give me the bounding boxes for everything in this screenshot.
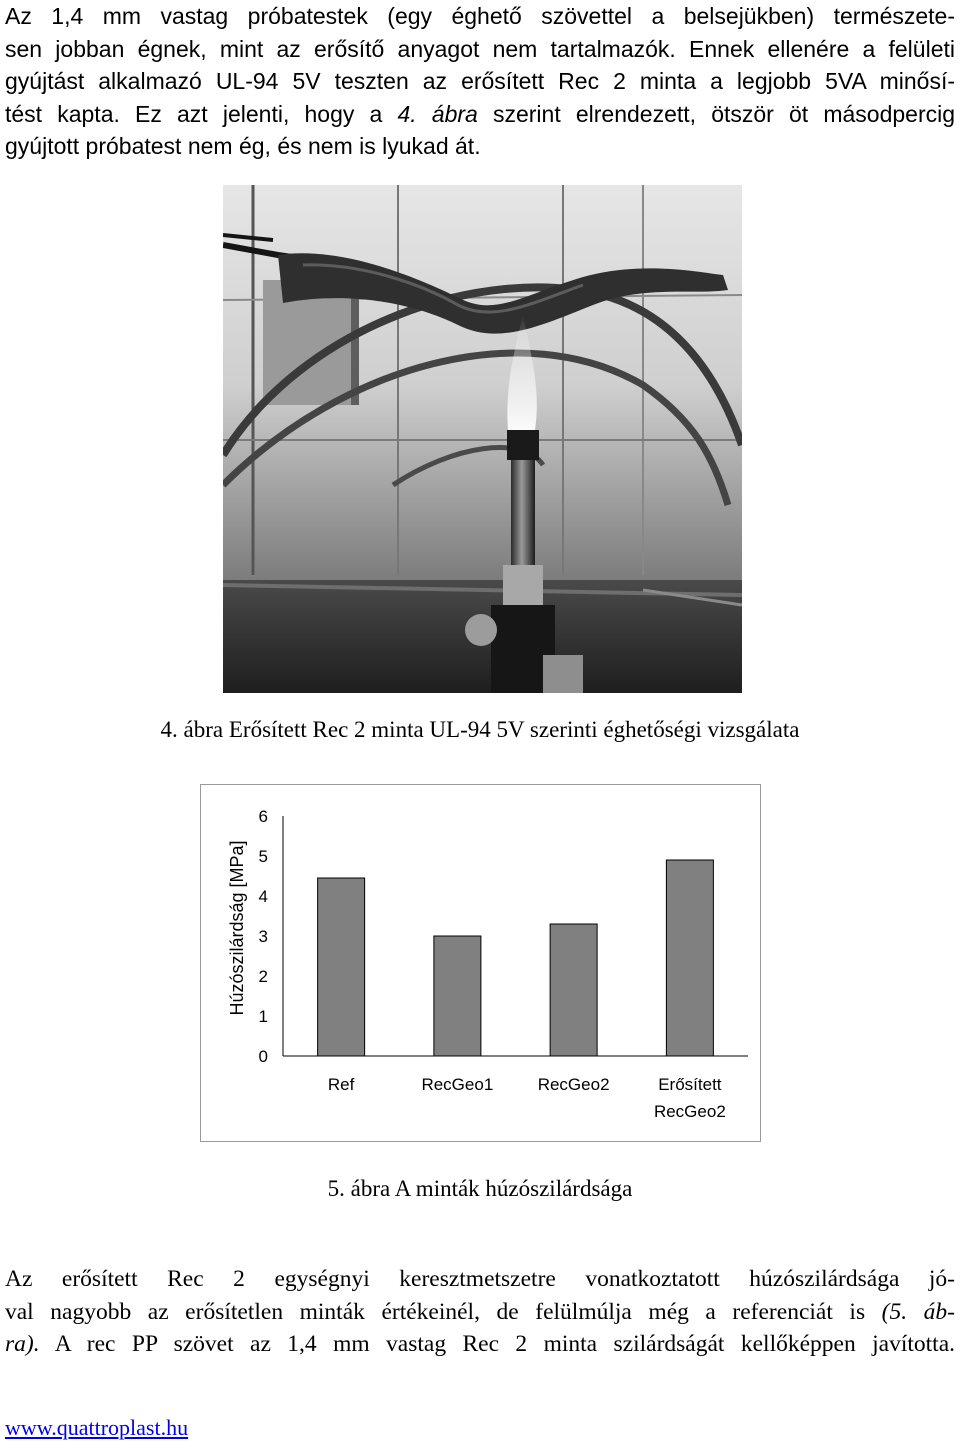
paragraph-line: gyújtott próbatest nem ég, és nem is lyukad át. <box>5 133 481 159</box>
x-tick-label: RecGeo1 <box>421 1075 494 1094</box>
bars <box>318 860 714 1056</box>
paragraph-line <box>5 1328 955 1361</box>
y-tick-label: 1 <box>258 1007 268 1026</box>
figure5-caption: 5. ábra A minták húzószilárdsága <box>327 1176 633 1201</box>
y-tick-label: 0 <box>258 1047 268 1066</box>
paragraph-line: Az erősített Rec 2 egységnyi keresztmetszetre vonatkoztatott húzószilárdsága jó- <box>5 1266 955 1292</box>
y-ticks <box>259 807 268 1066</box>
y-tick-label: 4 <box>258 887 268 906</box>
x-tick-label: Erősített <box>658 1075 722 1094</box>
paragraph-line <box>5 1296 955 1329</box>
paragraph-text: szerint elrendezett, ötször öt másodpercig <box>477 100 955 127</box>
x-tick-label: RecGeo2 <box>653 1102 726 1121</box>
paragraph-line: sen jobban égnek, mint az erősítő anyagot nem tartalmazók. Ennek ellenére a felületi <box>5 35 955 62</box>
y-axis-label: Húzószilárdság [MPa] <box>227 840 247 1016</box>
y-tick-label: 6 <box>258 807 268 826</box>
y-tick-label: 5 <box>258 847 268 866</box>
intro-paragraph <box>5 0 955 163</box>
paragraph-text: tést kapta. Ez azt jelenti, hogy a <box>5 100 398 127</box>
paragraph-line: gyújtást alkalmazó UL-94 5V teszten az erősített Rec 2 minta a legjobb 5VA minősí- <box>5 68 955 94</box>
bar-4 <box>666 860 713 1056</box>
figure4-caption: 4. ábra Erősített Rec 2 minta UL-94 5V szerinti éghetőségi vizsgálata <box>160 717 800 742</box>
figure-reference: 4. ábra <box>397 100 478 127</box>
bar-1 <box>318 878 365 1056</box>
x-tick-label: RecGeo2 <box>537 1075 610 1094</box>
flame-test-photo <box>223 185 742 693</box>
website-link[interactable]: www.quattroplast.hu <box>5 1415 189 1440</box>
paragraph-line <box>5 98 955 131</box>
y-tick-label: 2 <box>258 967 268 986</box>
x-tick-label: Ref <box>327 1075 355 1094</box>
bar-2 <box>434 936 481 1056</box>
x-labels <box>328 1075 726 1121</box>
tensile-strength-chart <box>200 784 761 1142</box>
paragraph-text: val nagyobb az erősítetlen minták értékeinél, de felülmúlja még a referenciát is <box>5 1298 882 1325</box>
chart-canvas <box>201 785 760 1141</box>
figure-reference: (5. áb- <box>881 1298 955 1325</box>
figure-reference: ra). <box>5 1331 40 1357</box>
conclusion-paragraph <box>5 1263 955 1361</box>
paragraph-text: A rec PP szövet az 1,4 mm vastag Rec 2 minta szilárdságát kellőképpen javította. <box>39 1331 955 1357</box>
bar-3 <box>550 924 597 1056</box>
paragraph-line: Az 1,4 mm vastag próbatestek (egy éghető szövettel a belsejükben) természete- <box>5 3 955 29</box>
y-tick-label: 3 <box>258 927 268 946</box>
